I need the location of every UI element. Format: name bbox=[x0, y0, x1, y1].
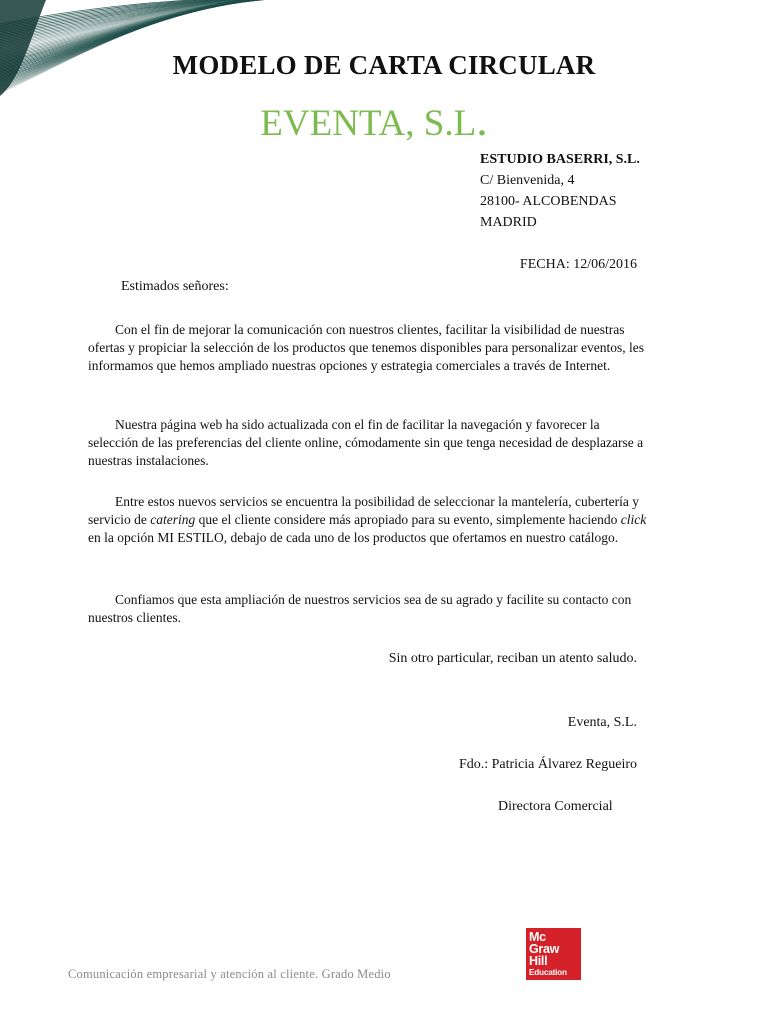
recipient-region: MADRID bbox=[480, 215, 537, 230]
recipient-street: C/ Bienvenida, 4 bbox=[480, 173, 575, 188]
company-name-dot: . bbox=[476, 94, 488, 145]
logo-line-4: Education bbox=[529, 968, 567, 977]
paragraph-3-emphasis-catering: catering bbox=[150, 512, 196, 528]
closing-line: Sin otro particular, reciban un atento saludo. bbox=[388, 651, 637, 666]
signature-company: Eventa, S.L. bbox=[567, 715, 637, 730]
recipient-city: 28100- ALCOBENDAS bbox=[480, 194, 617, 209]
company-name-text: EVENTA, S.L bbox=[260, 103, 477, 144]
paragraph-1: Con el fin de mejorar la comunicación con nuestros clientes, facilitar la visibilidad de nuestras ofertas y propiciar la selección de los productos que tenemos disponibles para personalizar eventos, les informamos que hemos ampliado nuestras opciones y estrategia comerciales a través de Internet. bbox=[88, 322, 644, 374]
logo-line-1: Mc bbox=[529, 930, 546, 944]
paragraph-4: Confiamos que esta ampliación de nuestros servicios sea de su agrado y facilite su contacto con nuestros clientes. bbox=[88, 592, 632, 626]
date-line: FECHA: 12/06/2016 bbox=[519, 257, 637, 272]
paragraph-3 bbox=[88, 493, 648, 548]
logo-line-3: Hill bbox=[529, 954, 548, 968]
greeting: Estimados señores: bbox=[121, 279, 229, 294]
paragraph-3-part-1: Entre estos nuevos servicios se encuentra la posibilidad de seleccionar la mantelería, cubertería y servicio de bbox=[88, 494, 640, 528]
recipient-name: ESTUDIO BASERRI, S.L. bbox=[480, 152, 640, 167]
company-name bbox=[0, 94, 748, 145]
paragraph-3-part-3: en la opción MI ESTILO, debajo de cada uno de los productos que ofertamos en nuestro catálogo. bbox=[88, 530, 619, 546]
footer-text: Comunicación empresarial y atención al cliente. Grado Medio bbox=[68, 967, 391, 981]
mcgraw-hill-logo bbox=[526, 928, 581, 980]
paragraph-3-emphasis-click: click bbox=[620, 512, 647, 528]
paragraph-3-part-2: que el cliente considere más apropiado para su evento, simplemente haciendo bbox=[195, 512, 621, 528]
paragraph-2: Nuestra página web ha sido actualizada con el fin de facilitar la navegación y favorecer la selección de las preferencias del cliente online, cómodamente sin que tenga necesidad de desplazarse a nuestras instalaciones. bbox=[88, 417, 644, 469]
logo-line-2: Graw bbox=[529, 942, 560, 956]
signature-role: Directora Comercial bbox=[498, 799, 613, 814]
document-title: MODELO DE CARTA CIRCULAR bbox=[172, 50, 596, 80]
signature-signer: Fdo.: Patricia Álvarez Regueiro bbox=[458, 757, 637, 772]
